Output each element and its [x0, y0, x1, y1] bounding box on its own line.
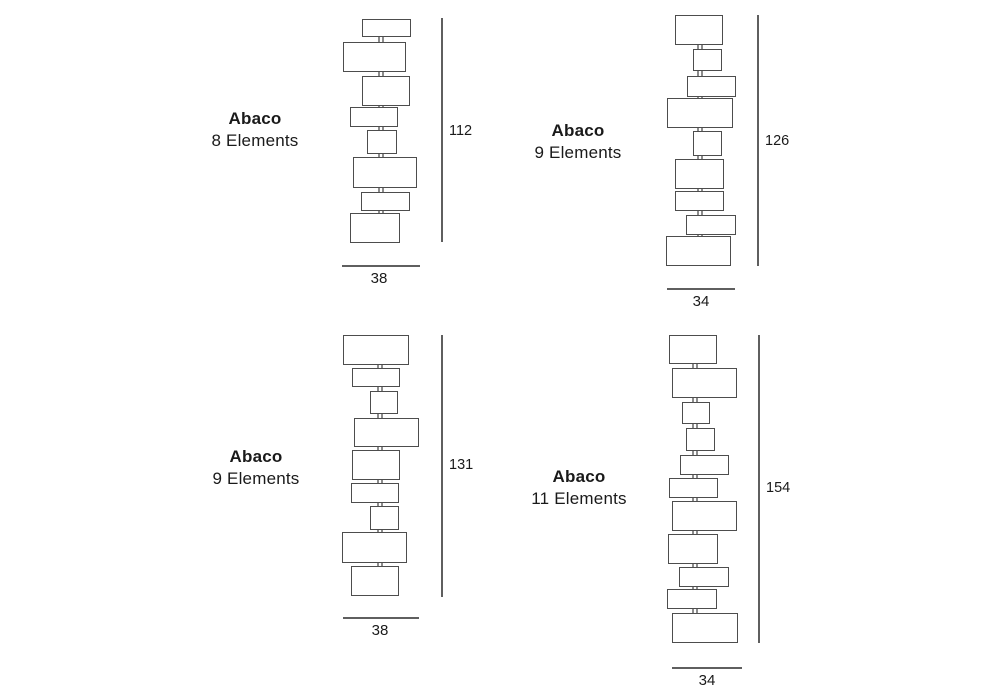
- lamp-element-rect: [693, 131, 722, 156]
- lamp-element-rect: [669, 478, 718, 498]
- lamp-element-rect: [675, 191, 724, 211]
- lamp-element-rect: [361, 192, 410, 211]
- lamp-title: Abaco: [229, 447, 283, 466]
- lamp-element-rect: [666, 236, 731, 266]
- lamp-element-rect: [362, 76, 410, 106]
- lamp-label: [469, 466, 689, 510]
- lamp-element-rect: [354, 418, 419, 447]
- lamp-element-rect: [351, 566, 399, 596]
- lamp-element-stack: [667, 335, 737, 643]
- height-dimension-value: 112: [449, 123, 473, 139]
- lamp-element-rect: [342, 532, 407, 563]
- height-dimension-value: 154: [766, 480, 791, 496]
- width-dimension-value: 34: [692, 293, 710, 310]
- lamp-element-rect: [672, 368, 737, 398]
- lamp-element-rect: [352, 368, 400, 387]
- lamp-element-rect: [682, 402, 710, 424]
- lamp-element-rect: [679, 567, 729, 587]
- width-dimension-value: 38: [371, 622, 389, 639]
- lamp-element-rect: [667, 589, 717, 609]
- lamp-element-rect: [680, 455, 729, 475]
- lamp-element-rect: [370, 391, 398, 414]
- lamp-element-rect: [693, 49, 722, 71]
- lamp-element-rect: [351, 483, 399, 503]
- lamp-element-rect: [370, 506, 399, 530]
- lamp-element-rect: [343, 42, 406, 72]
- width-dimension-line: [672, 667, 742, 669]
- height-dimension-value: 126: [765, 133, 790, 149]
- lamp-element-rect: [675, 159, 724, 189]
- lamp-element-rect: [672, 501, 737, 531]
- width-dimension-value: 34: [698, 672, 716, 689]
- lamp-element-rect: [350, 213, 400, 243]
- lamp-element-rect: [672, 613, 738, 643]
- width-dimension-value: 38: [370, 270, 388, 287]
- lamp-element-rect: [352, 450, 400, 480]
- lamp-element-rect: [367, 130, 397, 154]
- lamp-element-rect: [667, 98, 733, 128]
- lamp-subtitle: 11 Elements: [531, 489, 627, 508]
- lamp-element-rect: [686, 215, 736, 235]
- lamp-title: Abaco: [552, 467, 606, 486]
- height-dimension-value: 131: [449, 457, 474, 473]
- lamp-element-rect: [668, 534, 718, 564]
- lamp-subtitle: 9 Elements: [212, 469, 300, 488]
- lamp-title: Abaco: [228, 109, 282, 128]
- lamp-element-rect: [353, 157, 417, 188]
- lamp-title: Abaco: [551, 121, 605, 140]
- lamp-element-rect: [350, 107, 398, 127]
- lamp-element-rect: [362, 19, 411, 37]
- lamp-subtitle: 9 Elements: [534, 143, 622, 162]
- lamp-element-rect: [675, 15, 723, 45]
- lamp-element-rect: [687, 76, 736, 97]
- height-dimension-line: [758, 335, 760, 643]
- lamp-element-rect: [343, 335, 409, 365]
- lamp-element-rect: [686, 428, 715, 451]
- lamp-element-rect: [669, 335, 717, 364]
- lamp-subtitle: 8 Elements: [211, 131, 299, 150]
